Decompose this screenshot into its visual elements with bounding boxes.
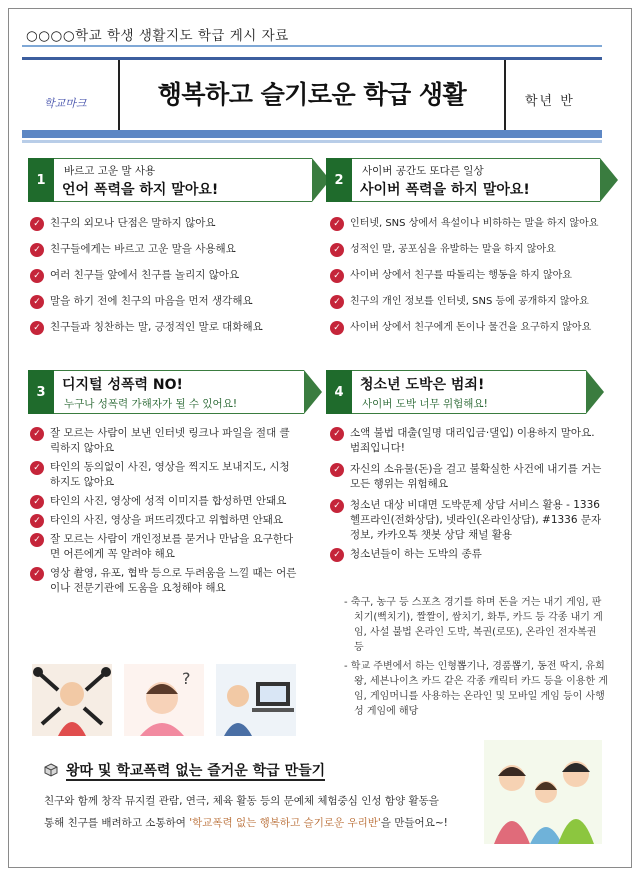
check-icon: ✓ <box>30 427 44 441</box>
list-item: ✓ 타인의 사진, 영상을 퍼뜨리겠다고 위협하면 안돼요 <box>30 513 298 528</box>
footer-line-2: 통해 친구를 배려하고 소통하여 '학교폭력 없는 행복하고 슬기로운 우리반'을 만들어요~! <box>44 817 448 829</box>
section-title: 언어 폭력을 하지 말아요! <box>62 182 219 198</box>
section-1-header <box>28 158 310 202</box>
list-item: ✓ 청소년 대상 비대면 도박문제 상담 서비스 활용 - 1336 헬프라인(전화상담), 넷라인(온라인상담), #1336 문자 정보, 카카오톡 챗봇 상담 채널 활용 <box>330 498 608 543</box>
section-number: 2 <box>326 158 352 202</box>
list-item: ✓ 잘 모르는 사람이 개인정보를 묻거나 만남을 요구한다면 어른에게 꼭 알려야 해요 <box>30 532 298 562</box>
list-item: ✓ 영상 촬영, 유포, 협박 등으로 두려움을 느낄 때는 어른이나 전문기관에 도움을 요청해야 해요 <box>30 566 298 596</box>
check-icon: ✓ <box>30 269 44 283</box>
check-icon: ✓ <box>30 321 44 335</box>
harassment-illustration <box>124 664 204 736</box>
section-banner <box>352 158 600 202</box>
school-mark: 학교마크 <box>44 97 87 110</box>
check-icon: ✓ <box>30 243 44 257</box>
list-item: ✓ 잘 모르는 사람이 보낸 인터넷 링크나 파일을 절대 클릭하지 않아요 <box>30 426 298 456</box>
list-item: ✓ 친구들과 칭찬하는 말, 긍정적인 말로 대화해요 <box>30 320 310 335</box>
section-banner <box>352 370 586 414</box>
section-subtitle: 사이버 도박 너무 위험해요! <box>362 398 488 410</box>
check-icon: ✓ <box>30 495 44 509</box>
section-title: 사이버 폭력을 하지 말아요! <box>360 182 530 198</box>
list-item: ✓ 사이버 상에서 친구를 따돌리는 행동을 하지 않아요 <box>330 268 615 283</box>
section-3-list <box>30 426 298 596</box>
footer-line-1: 친구와 함께 창작 뮤지컬 관람, 연극, 체육 활동 등의 문예체 체험중심 인성 함양 활동을 <box>44 795 439 807</box>
section-number: 4 <box>326 370 352 414</box>
list-item: ✓ 여러 친구들 앞에서 친구를 놀리지 않아요 <box>30 268 310 283</box>
check-icon: ✓ <box>330 321 344 335</box>
list-item: ✓ 자신의 소유물(돈)을 걸고 불확실한 사건에 내기를 거는 모든 행위는 위험해요 <box>330 462 608 492</box>
check-icon: ✓ <box>330 269 344 283</box>
section-subtitle: 사이버 공간도 또다른 일상 <box>362 165 484 177</box>
check-icon: ✓ <box>330 217 344 231</box>
check-icon: ✓ <box>30 533 44 547</box>
check-icon: ✓ <box>330 427 344 441</box>
check-icon: ✓ <box>30 514 44 528</box>
victim-illustration <box>32 664 112 736</box>
section-4-list <box>330 426 608 564</box>
section-3-illustrations <box>32 664 296 736</box>
header-bar <box>22 130 602 138</box>
footer-highlight: '학교폭력 없는 행복하고 슬기로운 우리반' <box>189 817 381 829</box>
grade-class-label: 학년 반 <box>525 94 575 109</box>
section-number: 1 <box>28 158 54 202</box>
section-subtitle: 바르고 고운 말 사용 <box>64 165 156 177</box>
section-title: 청소년 도박은 범죄! <box>360 377 485 393</box>
check-icon: ✓ <box>330 499 344 513</box>
document-subtitle: ○○○○학교 학생 생활지도 학급 게시 자료 <box>26 28 289 44</box>
list-item: ✓ 타인의 동의없이 사진, 영상을 찍지도 보내지도, 시청하지도 않아요 <box>30 460 298 490</box>
section-1-list <box>30 216 310 335</box>
list-item: ✓ 친구들에게는 바르고 고운 말을 사용해요 <box>30 242 310 257</box>
list-item: ✓ 사이버 상에서 친구에게 돈이나 물건을 요구하지 않아요 <box>330 320 615 335</box>
list-item: ✓ 친구의 개인 정보를 인터넷, SNS 등에 공개하지 않아요 <box>330 294 615 309</box>
check-icon: ✓ <box>330 548 344 562</box>
gambling-types-list <box>344 595 608 719</box>
list-item: ✓ 친구의 외모나 단점은 말하지 않아요 <box>30 216 310 231</box>
check-icon: ✓ <box>30 295 44 309</box>
section-4-header <box>326 370 608 414</box>
family-illustration <box>484 740 602 844</box>
check-icon: ✓ <box>30 567 44 581</box>
check-icon: ✓ <box>30 217 44 231</box>
section-number: 3 <box>28 370 54 414</box>
section-subtitle: 누구나 성폭력 가해자가 될 수 있어요! <box>64 398 238 410</box>
cube-icon <box>44 763 58 777</box>
computer-illustration <box>216 664 296 736</box>
section-banner <box>54 370 304 414</box>
list-item: ✓ 청소년들이 하는 도박의 종류 <box>330 547 608 562</box>
top-rule <box>22 45 602 47</box>
footer-heading: 왕따 및 학교폭력 없는 즐거운 학급 만들기 <box>44 760 325 780</box>
check-icon: ✓ <box>330 295 344 309</box>
page-title: 행복하고 슬기로운 학급 생활 <box>118 60 506 130</box>
list-item: - 축구, 농구 등 스포츠 경기를 하며 돈을 거는 내기 게임, 판치기(뻑치기), 짤짤이, 쌈치기, 화투, 카드 등 각종 내기 게임, 사설 불법 온라인 도박, 복권(로또), 온라인 전자복권 등 <box>344 597 603 653</box>
check-icon: ✓ <box>330 463 344 477</box>
list-item: - 학교 주변에서 하는 인형뽑기나, 경품뽑기, 동전 딱지, 유희왕, 세븐나이츠 카드 같은 각종 캐릭터 카드 등을 이용한 게임, 게임머니를 사용하는 온라인 및 모바일 게임 등이 사행성 게임에 해당 <box>344 661 608 717</box>
list-item: ✓ 성적인 말, 공포심을 유발하는 말을 하지 않아요 <box>330 242 615 257</box>
footer-text <box>44 790 474 834</box>
list-item: ✓ 인터넷, SNS 상에서 욕설이나 비하하는 말을 하지 않아요 <box>330 216 615 231</box>
list-item: ✓ 말을 하기 전에 친구의 마음을 먼저 생각해요 <box>30 294 310 309</box>
header-bar-light <box>22 140 602 143</box>
list-item: ✓ 소액 불법 대출(일명 대리입금·댈입) 이용하지 말아요. 범죄입니다! <box>330 426 608 456</box>
section-title: 디지털 성폭력 NO! <box>62 377 183 393</box>
check-icon: ✓ <box>30 461 44 475</box>
section-2-list <box>330 216 615 335</box>
section-2-header <box>326 158 608 202</box>
svg-text:?: ? <box>182 669 191 688</box>
section-3-header <box>28 370 310 414</box>
list-item: ✓ 타인의 사진, 영상에 성적 이미지를 합성하면 안돼요 <box>30 494 298 509</box>
section-banner <box>54 158 312 202</box>
check-icon: ✓ <box>330 243 344 257</box>
